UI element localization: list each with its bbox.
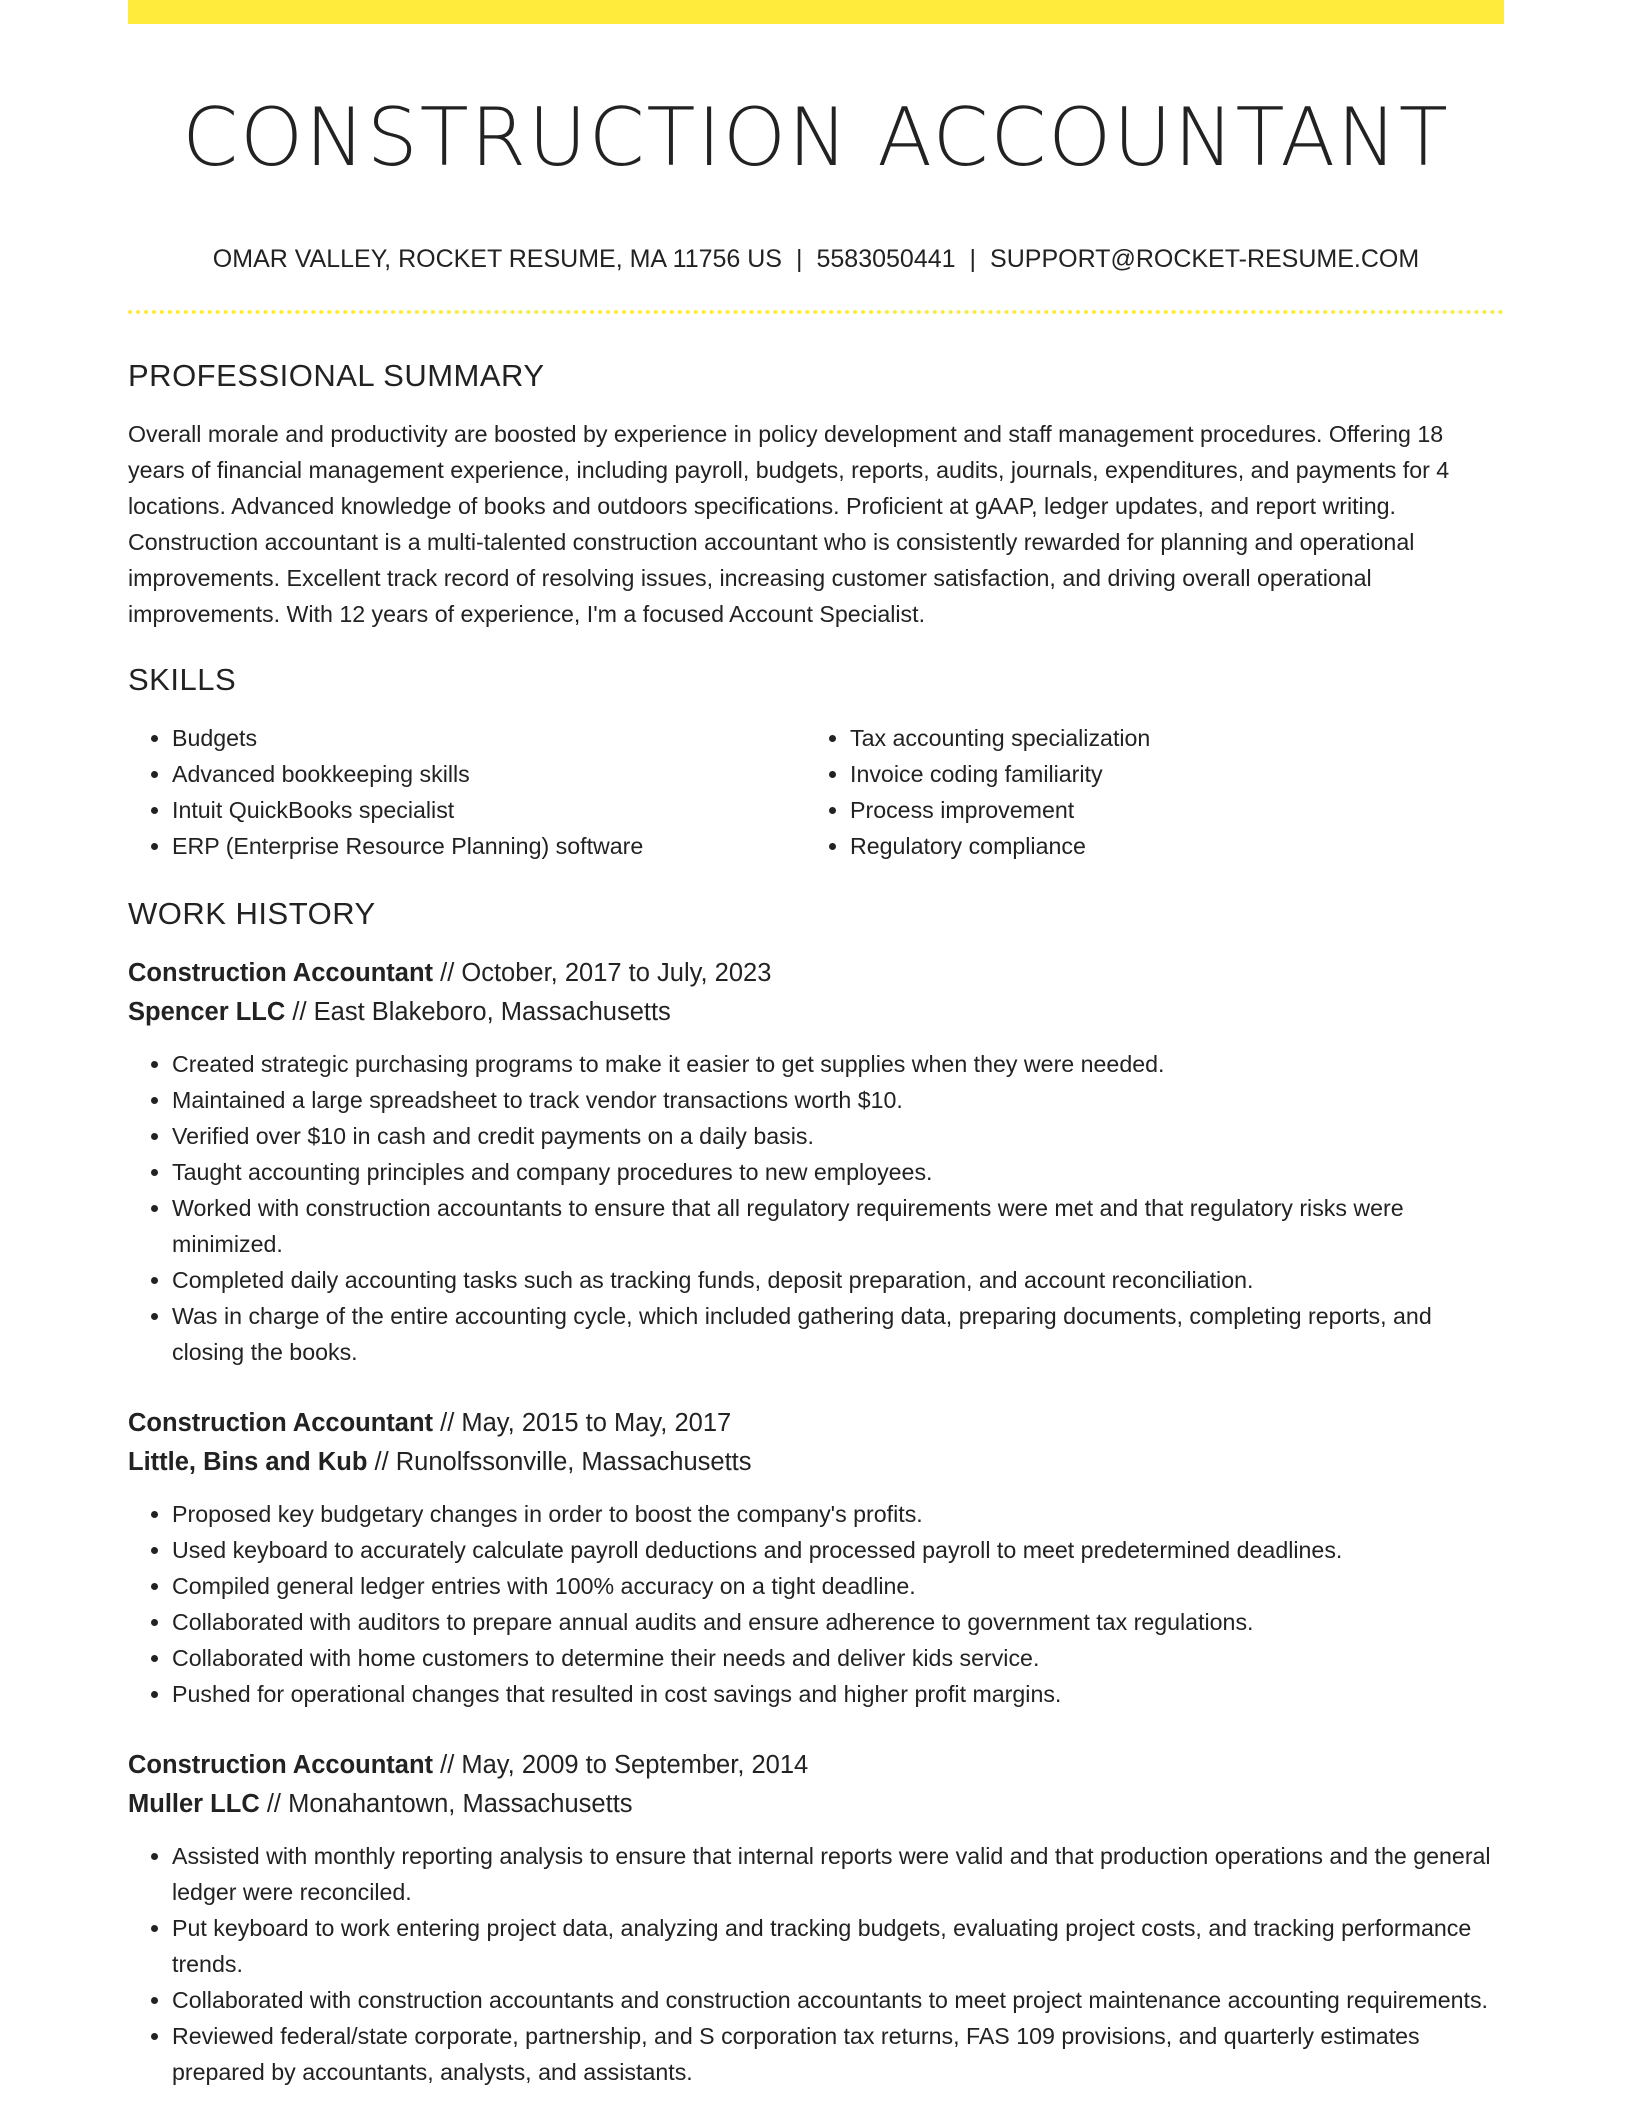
job-bullet: • Used keyboard to accurately calculate payroll deductions and processed payroll to meet predetermined deadlines. bbox=[172, 1532, 1504, 1568]
job-bullet: • Compiled general ledger entries with 100% accuracy on a tight deadline. bbox=[172, 1568, 1504, 1604]
job-location: // Monahantown, Massachusetts bbox=[259, 1790, 633, 1818]
job-bullets bbox=[128, 1496, 1504, 1712]
job-bullet: • Maintained a large spreadsheet to track vendor transactions worth $10. bbox=[172, 1082, 1504, 1118]
skills-heading: SKILLS bbox=[128, 662, 237, 697]
skill-item: • Process improvement bbox=[850, 792, 1484, 828]
job-bullet: • Reviewed federal/state corporate, partnership, and S corporation tax returns, FAS 109 provisions, and quarterly estimates prepared by accountants, analysts, and assistants. bbox=[172, 2018, 1504, 2090]
job-entry bbox=[128, 1404, 1504, 1712]
job-entry bbox=[128, 1746, 1504, 2090]
summary-heading: PROFESSIONAL SUMMARY bbox=[128, 358, 545, 393]
job-bullet: • Taught accounting principles and company procedures to new employees. bbox=[172, 1154, 1504, 1190]
job-bullets bbox=[128, 1838, 1504, 2090]
skills-list bbox=[128, 720, 1504, 864]
job-bullet: • Collaborated with construction accountants and construction accountants to meet project maintenance accounting requirements. bbox=[172, 1982, 1504, 2018]
job-title-line bbox=[128, 1404, 1504, 1443]
job-company-line bbox=[128, 993, 1504, 1032]
job-role: Construction Accountant bbox=[128, 1409, 434, 1437]
contact-line bbox=[128, 242, 1504, 276]
job-title-line bbox=[128, 954, 1504, 993]
work-history-heading: WORK HISTORY bbox=[128, 896, 376, 931]
job-bullet: • Worked with construction accountants to ensure that all regulatory requirements were met and that regulatory risks were minimized. bbox=[172, 1190, 1504, 1262]
skill-item: • Regulatory compliance bbox=[850, 828, 1484, 864]
job-bullet: • Created strategic purchasing programs to make it easier to get supplies when they were needed. bbox=[172, 1046, 1504, 1082]
job-bullets bbox=[128, 1046, 1504, 1370]
job-company: Little, Bins and Kub bbox=[128, 1448, 368, 1476]
job-bullet: • Pushed for operational changes that resulted in cost savings and higher profit margins. bbox=[172, 1676, 1504, 1712]
divider bbox=[128, 310, 1504, 314]
job-dates: // October, 2017 to July, 2023 bbox=[433, 959, 772, 987]
skills-column-left bbox=[128, 720, 806, 864]
contact-phone: 5583050441 bbox=[816, 245, 956, 273]
job-entry bbox=[128, 954, 1504, 1370]
job-role: Construction Accountant bbox=[128, 959, 434, 987]
skill-item: • Tax accounting specialization bbox=[850, 720, 1484, 756]
job-bullet: • Collaborated with auditors to prepare annual audits and ensure adherence to government tax regulations. bbox=[172, 1604, 1504, 1640]
job-bullet: • Collaborated with home customers to determine their needs and deliver kids service. bbox=[172, 1640, 1504, 1676]
skills-column-right bbox=[806, 720, 1484, 864]
job-role: Construction Accountant bbox=[128, 1751, 434, 1779]
skill-item: • ERP (Enterprise Resource Planning) software bbox=[172, 828, 806, 864]
resume-name: CONSTRUCTION ACCOUNTANT bbox=[182, 91, 1450, 184]
job-company-line bbox=[128, 1785, 1504, 1824]
job-company: Spencer LLC bbox=[128, 998, 286, 1026]
contact-separator: | bbox=[969, 245, 977, 273]
job-location: // Runolfssonville, Massachusetts bbox=[367, 1448, 752, 1476]
contact-address: OMAR VALLEY, ROCKET RESUME, MA 11756 US bbox=[212, 245, 782, 273]
skill-item: • Invoice coding familiarity bbox=[850, 756, 1484, 792]
skill-item: • Intuit QuickBooks specialist bbox=[172, 792, 806, 828]
job-bullet: • Verified over $10 in cash and credit payments on a daily basis. bbox=[172, 1118, 1504, 1154]
contact-email: SUPPORT@ROCKET-RESUME.COM bbox=[990, 245, 1420, 273]
skill-item: • Advanced bookkeeping skills bbox=[172, 756, 806, 792]
contact-separator: | bbox=[796, 245, 803, 273]
summary-text: Overall morale and productivity are boosted by experience in policy development and staff management procedures. Offering 18 years of financial management experience, including payroll, budgets, reports, audits, journals, expenditures, and payments for 4 locations. Advanced knowledge of books and outdoors specifications. Proficient at gAAP, ledger updates, and report writing. Construction accountant is a multi-talented construction accountant who is consistently rewarded for planning and operational improvements. Excellent track record of resolving issues, increasing customer satisfaction, and driving overall operational improvements. With 12 years of experience, I'm a focused Account Specialist. bbox=[128, 421, 1450, 627]
job-title-line bbox=[128, 1746, 1504, 1785]
job-dates: // May, 2009 to September, 2014 bbox=[433, 1751, 809, 1779]
job-company-line bbox=[128, 1443, 1504, 1482]
resume-page bbox=[128, 0, 1504, 2090]
job-company: Muller LLC bbox=[128, 1790, 260, 1818]
job-bullet: • Completed daily accounting tasks such as tracking funds, deposit preparation, and account reconciliation. bbox=[172, 1262, 1504, 1298]
job-location: // East Blakeboro, Massachusetts bbox=[285, 998, 671, 1026]
job-dates: // May, 2015 to May, 2017 bbox=[433, 1409, 732, 1437]
job-bullet: • Assisted with monthly reporting analysis to ensure that internal reports were valid and that production operations and the general ledger were reconciled. bbox=[172, 1838, 1504, 1910]
skill-item: • Budgets bbox=[172, 720, 806, 756]
job-bullet: • Proposed key budgetary changes in order to boost the company's profits. bbox=[172, 1496, 1504, 1532]
job-bullet: • Was in charge of the entire accounting cycle, which included gathering data, preparing documents, completing reports, and closing the books. bbox=[172, 1298, 1504, 1370]
accent-bar bbox=[128, 0, 1504, 24]
job-bullet: • Put keyboard to work entering project data, analyzing and tracking budgets, evaluating project costs, and tracking performance trends. bbox=[172, 1910, 1504, 1982]
